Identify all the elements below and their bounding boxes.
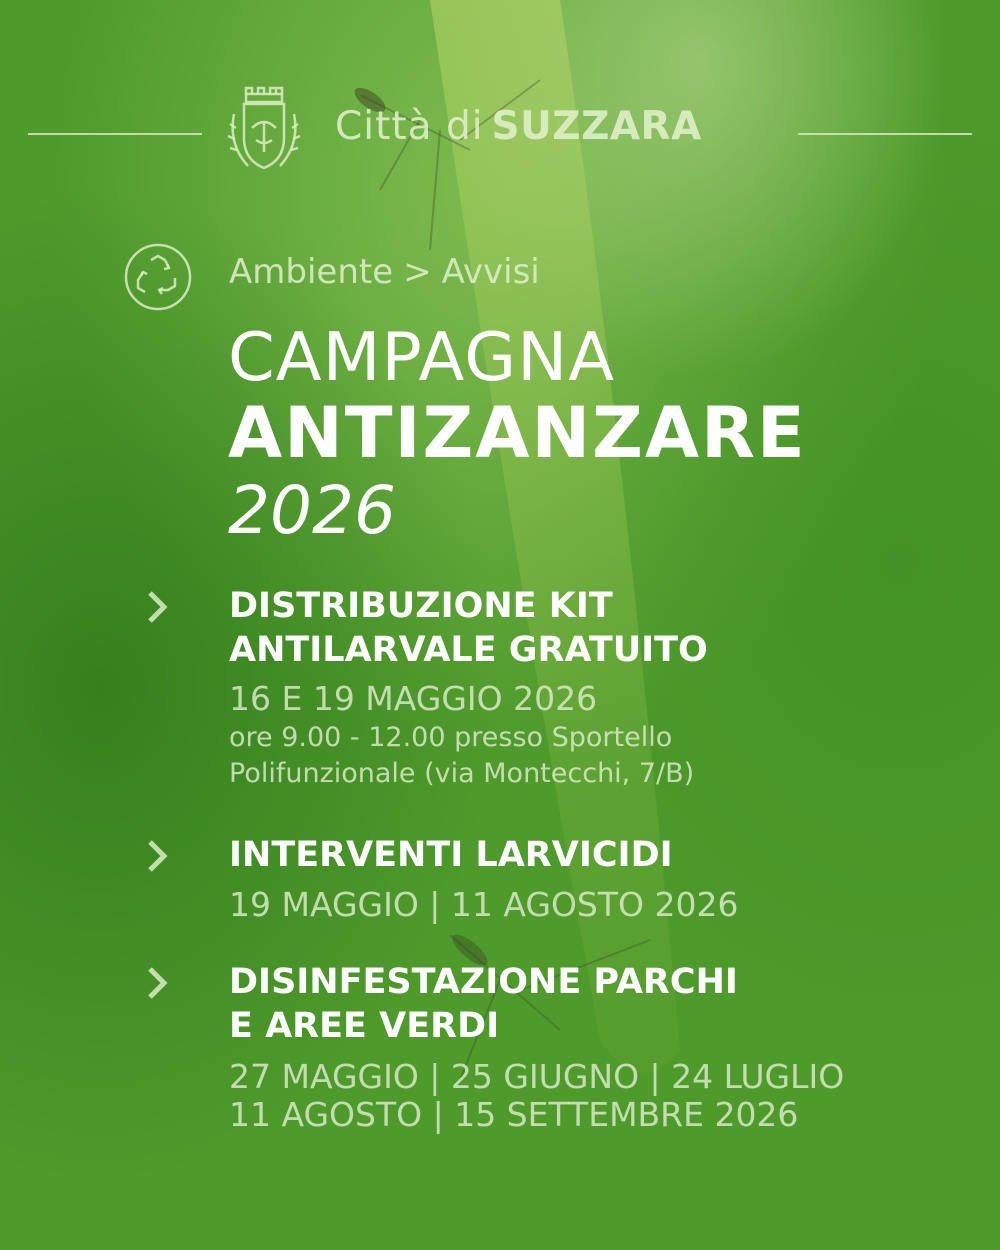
city-prefix: Città di bbox=[335, 104, 484, 149]
item-date: 19 MAGGIO | 11 AGOSTO 2026 bbox=[229, 885, 739, 924]
item-title: DISTRIBUZIONE KIT bbox=[229, 586, 613, 626]
item-description: Polifunzionale (via Montecchi, 7/B) bbox=[229, 758, 695, 789]
campaign-title-line2: ANTIZANZARE bbox=[228, 392, 807, 474]
chevron-right-icon bbox=[142, 965, 172, 1001]
chevron-right-icon bbox=[142, 589, 172, 625]
item-title: ANTILARVALE GRATUITO bbox=[229, 630, 708, 670]
breadcrumb-section[interactable]: Ambiente bbox=[229, 252, 394, 292]
campaign-title-year: 2026 bbox=[228, 472, 396, 549]
chevron-right-icon bbox=[142, 838, 172, 874]
item-date: 16 E 19 MAGGIO 2026 bbox=[229, 679, 598, 718]
item-title: DISINFESTAZIONE PARCHI bbox=[229, 962, 738, 1002]
item-date: 27 MAGGIO | 25 GIUGNO | 24 LUGLIO bbox=[229, 1057, 845, 1096]
item-title: E AREE VERDI bbox=[229, 1006, 500, 1046]
item-description: ore 9.00 - 12.00 presso Sportello bbox=[229, 722, 673, 753]
city-title bbox=[335, 104, 702, 164]
campaign-title-line1: CAMPAGNA bbox=[228, 318, 616, 396]
city-name: SUZZARA bbox=[491, 104, 702, 149]
header-divider-left bbox=[28, 133, 202, 135]
city-crest-icon bbox=[220, 84, 308, 180]
breadcrumb-page[interactable]: Avvisi bbox=[441, 252, 540, 292]
breadcrumb-separator: > bbox=[403, 252, 432, 292]
item-date: 11 AGOSTO | 15 SETTEMBRE 2026 bbox=[229, 1095, 799, 1134]
breadcrumb bbox=[229, 252, 540, 292]
item-title: INTERVENTI LARVICIDI bbox=[229, 835, 673, 875]
recycle-icon bbox=[123, 242, 193, 312]
header-divider-right bbox=[798, 133, 972, 135]
